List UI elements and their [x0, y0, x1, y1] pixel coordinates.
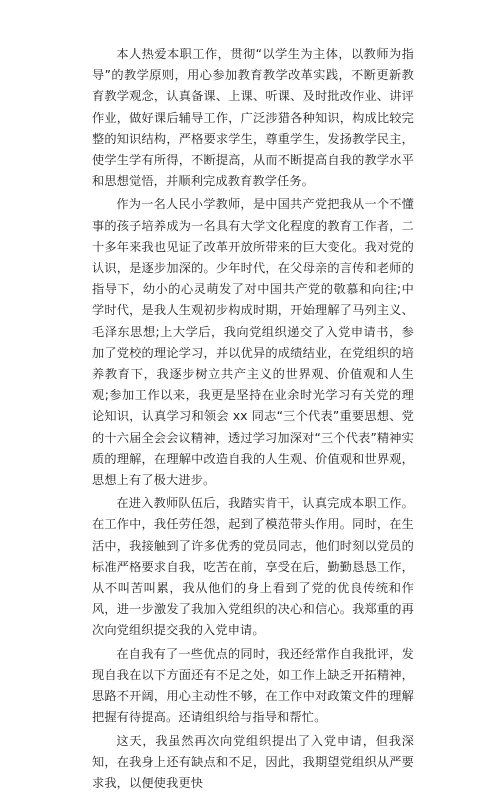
paragraph-self-criticism: 在自我有了一些优点的同时，我还经常作自我批评，发现自我在以下方面还有不足之处，如工作上缺乏开拓精神，思路不开阔，用心主动性不够，在工作中对政策文件的理解把握有待提高。还请组织给与指导和帮忙。: [92, 646, 414, 725]
paragraph-teaching-principles: 本人热爱本职工作，贯彻“以学生为主体，以教师为指导”的教学原则，用心参加教育教学改革实践，不断更新教育教学观念，认真备课、上课、听课、及时批改作业、讲评作业，做好课后辅导工作，广泛涉猎各种知识，构成比较完整的知识结构，严格要求学生，尊重学生，发扬教学民主，使学生学有所得，不断提高，从而不断提高自我的教学水平和思想觉悟，并顺利完成教育教学任务。: [92, 47, 414, 189]
paragraph-conclusion: 这天，我虽然再次向党组织提出了入党申请，但我深知，在我身上还有缺点和不足，因此，我期望党组织从严要求我，以便使我更快: [92, 733, 414, 790]
paragraph-work-performance: 在进入教师队伍后，我踏实肯干，认真完成本职工作。在工作中，我任劳任怨，起到了模范带头作用。同时，在生活中，我接触到了许多优秀的党员同志，他们时刻以党员的标准严格要求自我，吃苦在前，享受在后，勤勤恳恳工作，从不叫苦叫累，我从他们的身上看到了党的优良传统和作风，进一步激发了我加入党组织的决心和信心。我郑重的再次向党组织提交我的入党申请。: [92, 496, 414, 638]
paragraph-party-understanding: 作为一名人民小学教师，是中国共产党把我从一个不懂事的孩子培养成为一名具有大学文化程度的教育工作者，二十多年来我也见证了改革开放所带来的巨大变化。我对党的认识，是逐步加深的。少年时代，在父母亲的言传和老师的指导下，幼小的心灵萌发了对中国共产党的敬慕和向往;中学时代，是我人生观初步构成时期，开始理解了马列主义、毛泽东思想;上大学后，我向党组织递交了入党申请书，参加了党校的理论学习，并以优异的成绩结业，在党组织的培养教育下，我逐步树立共产主义的世界观、价值观和人生观;参加工作以来，我更是坚持在业余时光学习有关党的理论知识，认真学习和领会 xx 同志“三个代表”重要思想、党的十六届全会会议精神，透过学习加深对“三个代表”精神实质的理解，在理解中改造自我的人生观、价值观和世界观，思想上有了极大进步。: [92, 197, 414, 488]
document-body: [92, 44, 414, 796]
